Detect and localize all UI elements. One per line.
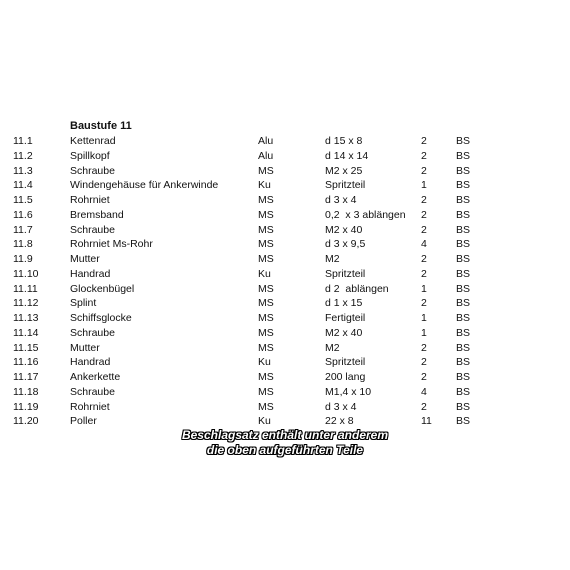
part-number: 11.8 [13, 238, 33, 251]
part-material: MS [258, 282, 274, 295]
part-material: MS [258, 208, 274, 221]
part-code: BS [456, 238, 471, 251]
table-row [0, 282, 570, 297]
part-quantity: 2 [421, 341, 427, 354]
part-spec: d 3 x 9,5 [325, 238, 366, 251]
part-code: BS [456, 208, 471, 221]
part-quantity: 4 [421, 385, 427, 398]
part-quantity: 2 [421, 267, 427, 280]
part-name: Windengehäuse für Ankerwinde [70, 179, 219, 192]
table-row [0, 267, 570, 282]
part-quantity: 2 [421, 253, 427, 265]
part-material: MS [258, 253, 274, 265]
part-quantity: 2 [421, 400, 427, 413]
part-code: BS [456, 415, 471, 428]
part-spec: Spritzteil [325, 356, 366, 369]
part-spec: 0,2 x 3 ablängen [325, 208, 406, 221]
part-code: BS [456, 149, 471, 162]
part-name: Spillkopf [70, 149, 110, 162]
part-code: BS [456, 194, 471, 206]
part-material: Alu [258, 135, 274, 147]
part-quantity: 1 [421, 282, 427, 295]
table-row [0, 341, 570, 356]
part-material: MS [258, 238, 274, 251]
part-material: MS [258, 223, 274, 236]
part-code: BS [456, 179, 471, 192]
part-name: Schraube [70, 326, 115, 339]
part-quantity: 1 [421, 312, 427, 324]
table-row [0, 414, 570, 429]
part-code: BS [456, 385, 471, 398]
part-material: MS [258, 297, 274, 310]
part-name: Schiffsglocke [70, 312, 132, 324]
part-number: 11.7 [13, 223, 33, 236]
part-name: Rohrniet [70, 194, 110, 206]
part-name: Rohrniet [70, 400, 110, 413]
part-number: 11.12 [13, 297, 39, 310]
part-quantity: 2 [421, 135, 427, 147]
part-material: MS [258, 312, 274, 324]
part-number: 11.18 [13, 385, 39, 398]
part-material: Alu [258, 149, 274, 162]
table-row [0, 208, 570, 223]
part-number: 11.2 [13, 149, 33, 162]
part-name: Handrad [70, 356, 111, 369]
part-spec: Spritzteil [325, 179, 366, 192]
part-spec: M2 [325, 253, 340, 265]
part-spec: d 3 x 4 [325, 194, 357, 206]
table-row [0, 223, 570, 238]
part-spec: Fertigteil [325, 312, 366, 324]
part-spec: d 1 x 15 [325, 297, 363, 310]
part-number: 11.3 [13, 164, 33, 177]
part-code: BS [456, 371, 471, 383]
table-row [0, 252, 570, 267]
part-quantity: 2 [421, 164, 427, 177]
part-quantity: 2 [421, 371, 427, 383]
part-number: 11.14 [13, 326, 39, 339]
table-row [0, 355, 570, 370]
table-row [0, 149, 570, 164]
part-material: Ku [258, 267, 271, 280]
part-material: MS [258, 194, 274, 206]
part-number: 11.6 [13, 208, 33, 221]
part-name: Kettenrad [70, 135, 116, 147]
part-material: MS [258, 326, 274, 339]
part-code: BS [456, 356, 471, 369]
kit-note-line-2: die oben aufgeführten Teile [206, 443, 364, 457]
part-spec: d 15 x 8 [325, 135, 363, 147]
part-name: Mutter [70, 341, 100, 354]
part-code: BS [456, 400, 471, 413]
part-number: 11.9 [13, 253, 33, 265]
part-code: BS [456, 164, 471, 177]
kit-note-line-1: Beschlagsatz enthält unter anderem [181, 428, 389, 442]
part-code: BS [456, 341, 471, 354]
part-material: MS [258, 400, 274, 413]
table-row [0, 400, 570, 415]
part-quantity: 2 [421, 356, 427, 369]
part-quantity: 2 [421, 208, 427, 221]
part-code: BS [456, 282, 471, 295]
part-name: Bremsband [70, 208, 124, 221]
part-code: BS [456, 223, 471, 236]
part-number: 11.13 [13, 312, 39, 324]
part-name: Schraube [70, 164, 115, 177]
part-quantity: 4 [421, 238, 427, 251]
part-name: Handrad [70, 267, 111, 280]
part-name: Mutter [70, 253, 100, 265]
part-quantity: 11 [421, 415, 432, 428]
part-code: BS [456, 297, 471, 310]
kit-note [0, 428, 570, 458]
part-spec: M2 x 25 [325, 164, 363, 177]
part-material: Ku [258, 415, 271, 428]
part-number: 11.10 [13, 267, 39, 280]
part-code: BS [456, 312, 471, 324]
part-spec: d 2 ablängen [325, 282, 389, 295]
part-name: Glockenbügel [70, 282, 135, 295]
part-material: Ku [258, 179, 271, 192]
parts-table [0, 134, 570, 429]
part-code: BS [456, 135, 471, 147]
part-spec: d 14 x 14 [325, 149, 369, 162]
part-spec: d 3 x 4 [325, 400, 357, 413]
part-spec: M2 [325, 341, 340, 354]
part-quantity: 1 [421, 326, 427, 339]
part-number: 11.16 [13, 356, 39, 369]
table-row [0, 164, 570, 179]
part-code: BS [456, 326, 471, 339]
part-quantity: 2 [421, 194, 427, 206]
part-name: Splint [70, 297, 97, 310]
part-number: 11.1 [13, 135, 33, 147]
part-code: BS [456, 267, 471, 280]
part-number: 11.20 [13, 415, 39, 428]
part-spec: M2 x 40 [325, 326, 363, 339]
table-row [0, 193, 570, 208]
part-name: Ankerkette [70, 371, 121, 383]
part-spec: 22 x 8 [325, 415, 354, 428]
table-row [0, 326, 570, 341]
part-quantity: 2 [421, 297, 427, 310]
table-row [0, 296, 570, 311]
part-name: Schraube [70, 223, 115, 236]
table-row [0, 311, 570, 326]
part-quantity: 2 [421, 223, 427, 236]
part-number: 11.4 [13, 179, 33, 192]
part-name: Poller [70, 415, 97, 428]
table-row [0, 178, 570, 193]
part-material: MS [258, 341, 274, 354]
part-spec: M2 x 40 [325, 223, 363, 236]
table-row [0, 134, 570, 149]
part-material: MS [258, 385, 274, 398]
part-number: 11.15 [13, 341, 39, 354]
part-material: MS [258, 164, 274, 177]
part-spec: Spritzteil [325, 267, 366, 280]
part-spec: 200 lang [325, 371, 366, 383]
table-row [0, 237, 570, 252]
part-number: 11.19 [13, 400, 39, 413]
part-code: BS [456, 253, 471, 265]
part-number: 11.5 [13, 194, 33, 206]
part-spec: M1,4 x 10 [325, 385, 372, 398]
list-title: Baustufe 11 [70, 120, 132, 132]
table-row [0, 370, 570, 385]
part-name: Schraube [70, 385, 115, 398]
part-material: MS [258, 371, 274, 383]
part-number: 11.11 [13, 282, 38, 295]
part-name: Rohrniet Ms-Rohr [70, 238, 153, 251]
part-quantity: 2 [421, 149, 427, 162]
part-material: Ku [258, 356, 271, 369]
part-number: 11.17 [13, 371, 39, 383]
part-quantity: 1 [421, 179, 427, 192]
table-row [0, 385, 570, 400]
